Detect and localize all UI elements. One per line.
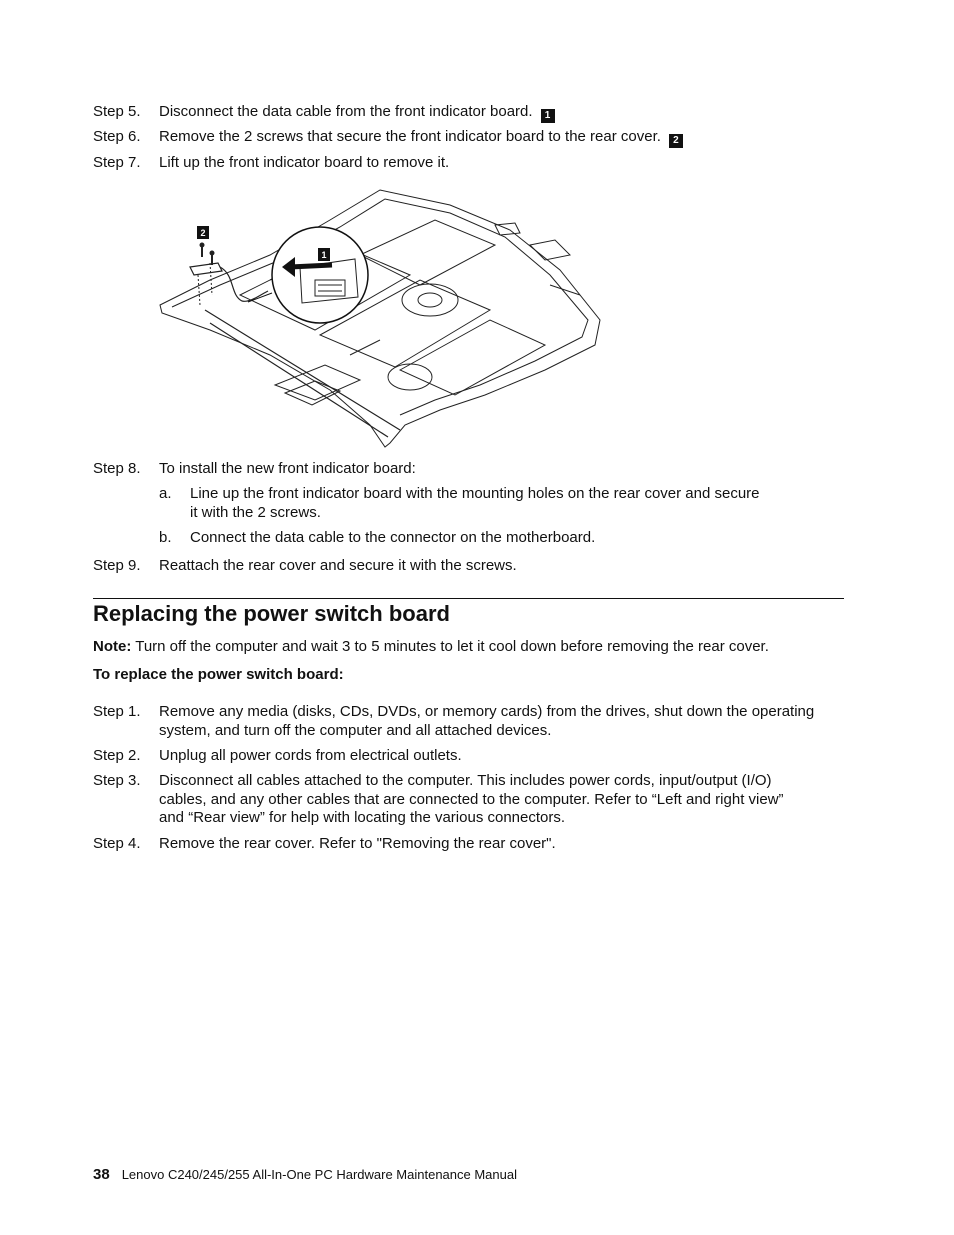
callout-1-badge: 1 bbox=[541, 109, 555, 123]
step-text bbox=[159, 703, 849, 740]
front-indicator-board-illustration bbox=[150, 185, 610, 455]
step-label: Step 4. bbox=[93, 835, 141, 852]
figure-callout-1: 1 bbox=[321, 250, 327, 260]
step-label: Step 6. bbox=[93, 128, 141, 145]
page-footer bbox=[93, 1166, 517, 1183]
substep-line: Line up the front indicator board with the mounting holes on the rear cover and secure bbox=[190, 485, 760, 502]
rear-cover-diagram bbox=[150, 185, 610, 455]
substep-label: a. bbox=[159, 485, 172, 502]
substep-label: b. bbox=[159, 529, 172, 546]
manual-title: Lenovo C240/245/255 All-In-One PC Hardware Maintenance Manual bbox=[121, 1167, 517, 1182]
step-label: Step 1. bbox=[93, 703, 141, 720]
step-text-content: Remove the 2 screws that secure the front indicator board to the rear cover. bbox=[159, 128, 661, 145]
step-label: Step 5. bbox=[93, 103, 141, 120]
page-number: 38 bbox=[93, 1166, 110, 1183]
step-text: Remove the rear cover. Refer to "Removing the rear cover". bbox=[159, 835, 556, 852]
step-text: To install the new front indicator board: bbox=[159, 460, 416, 477]
substep-line: it with the 2 screws. bbox=[190, 503, 321, 521]
step-text bbox=[159, 772, 849, 828]
step-text: Lift up the front indicator board to remove it. bbox=[159, 154, 450, 171]
substep-text bbox=[190, 485, 810, 522]
step-line: cables, and any other cables that are connected to the computer. Refer to “Left and right view” bbox=[159, 790, 784, 808]
procedure-title: To replace the power switch board: bbox=[93, 666, 344, 683]
note-label: Note: bbox=[93, 638, 132, 655]
step-line: Remove any media (disks, CDs, DVDs, or memory cards) from the drives, shut down the operating bbox=[159, 703, 815, 720]
step-label: Step 7. bbox=[93, 154, 141, 171]
step-label: Step 2. bbox=[93, 747, 141, 764]
step-text-content: Disconnect the data cable from the front indicator board. bbox=[159, 103, 533, 120]
step-line: Disconnect all cables attached to the computer. This includes power cords, input/output (I/O) bbox=[159, 772, 772, 789]
step-label: Step 9. bbox=[93, 557, 141, 574]
step-text bbox=[159, 128, 849, 148]
step-line: and “Rear view” for help with locating the various connectors. bbox=[159, 809, 566, 826]
step-text bbox=[159, 103, 849, 123]
step-line: system, and turn off the computer and all attached devices. bbox=[159, 721, 552, 739]
callout-2-badge: 2 bbox=[669, 134, 683, 148]
note-text: Turn off the computer and wait 3 to 5 minutes to let it cool down before removing the rear cover. bbox=[131, 638, 769, 655]
step-text: Unplug all power cords from electrical outlets. bbox=[159, 747, 462, 764]
section-title: Replacing the power switch board bbox=[93, 601, 450, 626]
step-label: Step 3. bbox=[93, 772, 141, 789]
figure-callout-2: 2 bbox=[200, 228, 206, 238]
step-text: Reattach the rear cover and secure it with the screws. bbox=[159, 557, 517, 574]
section-divider bbox=[93, 598, 844, 599]
note-paragraph bbox=[93, 638, 853, 655]
step-label: Step 8. bbox=[93, 460, 141, 477]
substep-text: Connect the data cable to the connector on the motherboard. bbox=[190, 529, 596, 546]
